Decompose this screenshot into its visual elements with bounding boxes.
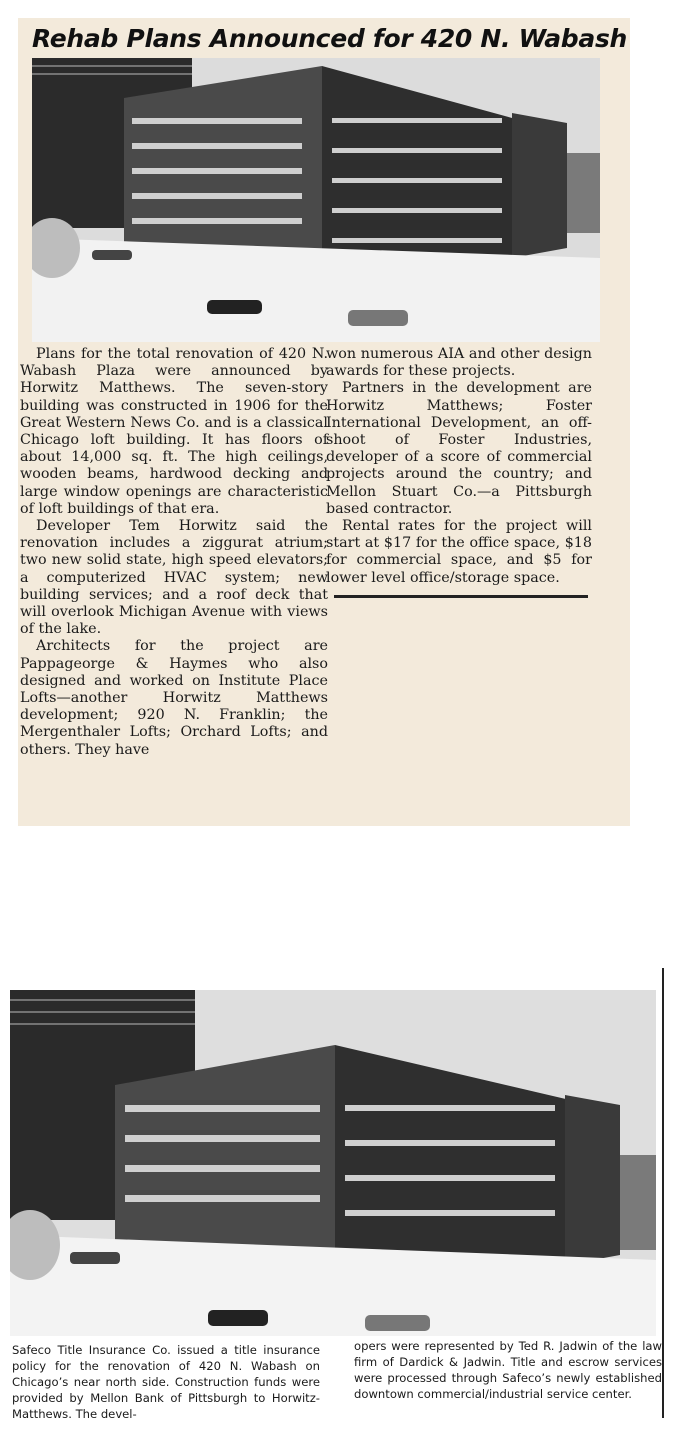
caption-column-2: opers were represented by Ted R. Jadwin of the law firm of Dardick & Jadwin. Title and escrow services were processed through Safeco’s newly established downtown commercial/industrial service center. [354, 1339, 662, 1401]
building-drawing [32, 58, 600, 342]
column-rule [662, 968, 664, 1418]
end-rule [334, 595, 588, 598]
paragraph: Developer Tem Horwitz said the renovation includes a ziggurat atrium; two new solid state, high speed elevators; a computerized HVAC system; new building services; and a roof deck that will overlook Michigan Avenue with views of the lake. [20, 518, 328, 638]
headline: Rehab Plans Announced for 420 N. Wabash [32, 24, 628, 53]
paragraph: Plans for the total renovation of 420 N. Wabash Plaza were announced by Horwitz Matthews. The seven-story building was constructed in 1906 for the Great Western News Co. and is a classical Chicago loft building. It has floors of about 14,000 sq. ft. The high ceilings, wooden beams, hardwood decking and large window openings are characteristic of loft buildings of that era. [20, 346, 328, 517]
paragraph: Architects for the project are Pappageorge & Haymes who also designed and worked on Institute Place Lofts—another Horwitz Matthews development; 920 N. Franklin; the Mergenthaler Lofts; Orchard Lofts; and others. They have [20, 638, 328, 758]
caption-column-1: Safeco Title Insurance Co. issued a title insurance policy for the renovation of 420 N. Wabash on Chicago’s near north side. Construction funds were provided by Mellon Bank of Pittsburgh to Horwitz-Matthews. The devel- [12, 1343, 320, 1421]
paragraph-continued: won numerous AIA and other design awards for these projects. [326, 346, 592, 380]
building-illustration [32, 58, 600, 342]
building-drawing [10, 990, 656, 1336]
paragraph: Rental rates for the project will start at $17 for the office space, $18 for commercial space, and $5 for lower level office/storage space. [326, 518, 592, 586]
article-column-2 [326, 346, 592, 587]
building-illustration-2 [10, 990, 656, 1336]
article-column-1 [20, 346, 328, 759]
paragraph: Partners in the development are Horwitz Matthews; Foster International Development, an off-shoot of Foster Industries, developer of a score of commercial projects around the country; and Mellon Stuart Co.—a Pittsburgh based contractor. [326, 380, 592, 517]
